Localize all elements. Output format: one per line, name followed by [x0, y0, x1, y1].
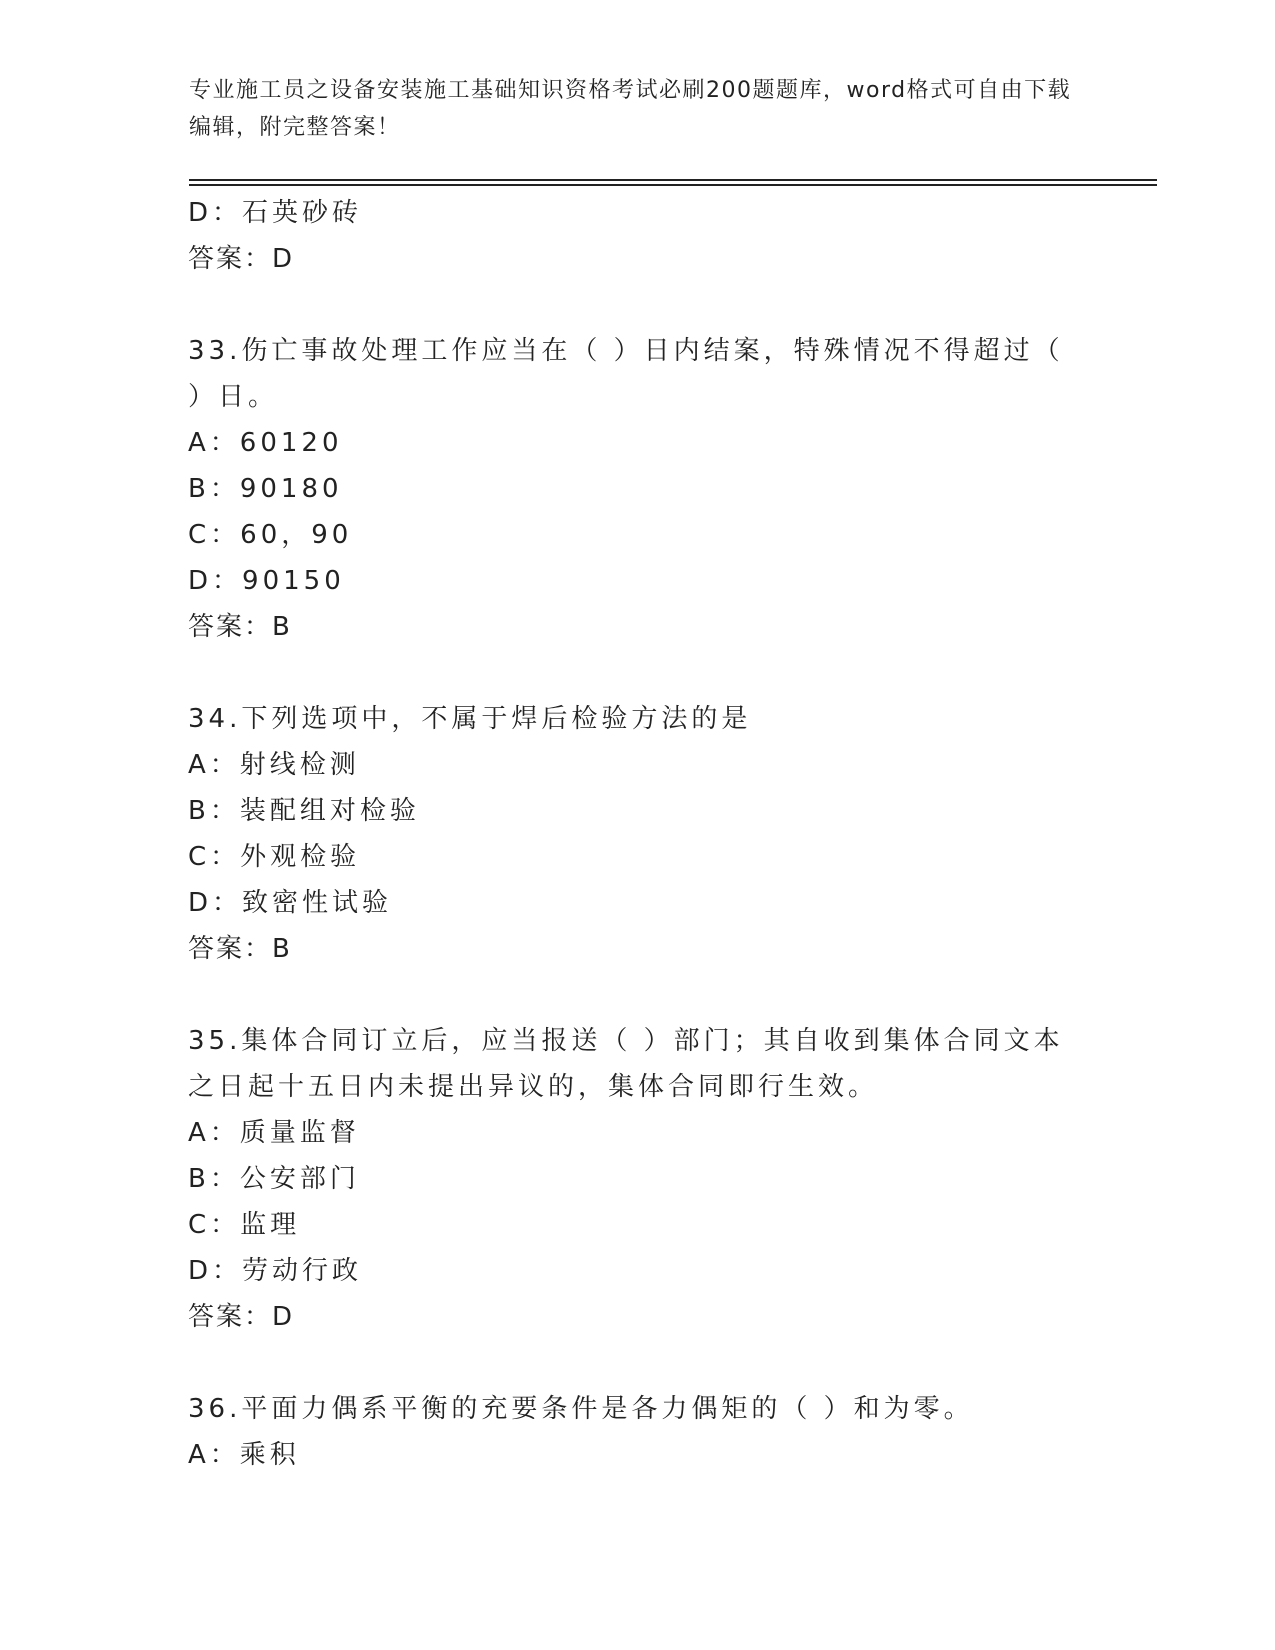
option-a: A：60120	[188, 428, 343, 458]
option-c: C：外观检验	[188, 842, 361, 872]
option-b: B：90180	[188, 474, 343, 504]
question-stem: 35.集体合同订立后，应当报送（ ）部门；其自收到集体合同文本之日起十五日内未提出异议的，集体合同即行生效。	[188, 1026, 1064, 1102]
answer-line: 答案：D	[188, 1302, 295, 1332]
header-divider-bottom	[189, 184, 1157, 186]
question-stem: 33.伤亡事故处理工作应当在（ ）日内结案，特殊情况不得超过（ ）日。	[188, 336, 1064, 412]
answer-line: 答案：B	[188, 934, 292, 964]
option-d: D：劳动行政	[188, 1256, 363, 1286]
option-b: B：装配组对检验	[188, 796, 420, 826]
option-b: B：公安部门	[188, 1164, 360, 1194]
question-stem: 34.下列选项中，不属于焊后检验方法的是	[188, 704, 752, 734]
question-34	[188, 696, 1068, 972]
answer-line: 答案：B	[188, 612, 292, 642]
answer-line: 答案：D	[188, 244, 295, 274]
option-d: D：石英砂砖	[188, 198, 363, 228]
header-divider-top	[189, 179, 1157, 181]
option-c: C：60，90	[188, 520, 353, 550]
option-a: A：质量监督	[188, 1118, 360, 1148]
question-stem: 36.平面力偶系平衡的充要条件是各力偶矩的（ ）和为零。	[188, 1394, 974, 1424]
option-d: D：90150	[188, 566, 345, 596]
option-a: A：射线检测	[188, 750, 360, 780]
question-list	[188, 190, 1068, 1478]
option-c: C：监理	[188, 1210, 301, 1240]
question-33	[188, 328, 1068, 650]
document-header: 专业施工员之设备安装施工基础知识资格考试必刷200题题库，word格式可自由下载编辑，附完整答案！	[189, 78, 1072, 140]
option-a: A：乘积	[188, 1440, 300, 1470]
question-36	[188, 1386, 1068, 1478]
question-35	[188, 1018, 1068, 1340]
option-d: D：致密性试验	[188, 888, 393, 918]
